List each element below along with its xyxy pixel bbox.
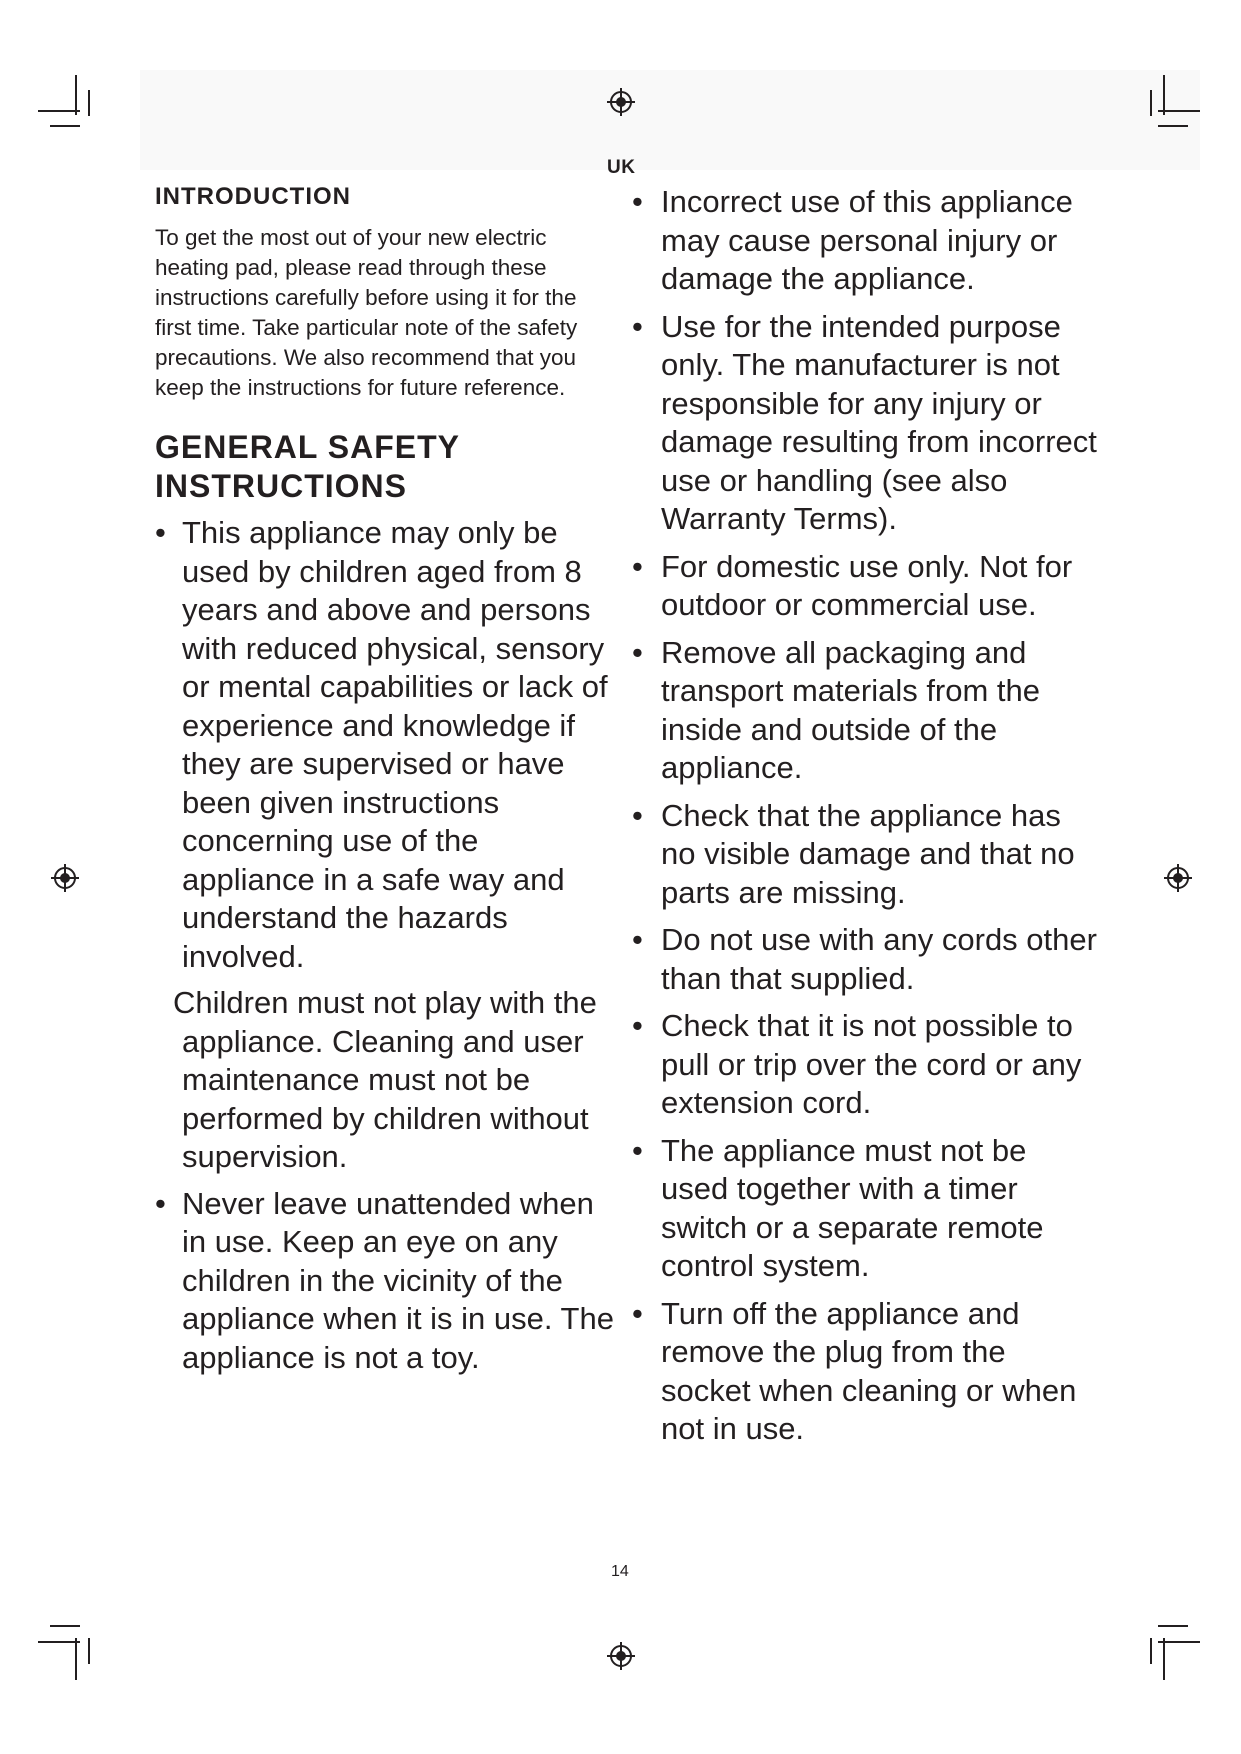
bullet: • — [632, 1295, 643, 1331]
list-item-text: Remove all packaging and transport materials from the inside and outside of the appliance. — [661, 634, 1041, 785]
introduction-heading: INTRODUCTION — [155, 183, 351, 210]
bullet: • — [632, 922, 643, 957]
crop-mark-top-right — [1150, 90, 1152, 116]
bullet: • — [632, 184, 643, 219]
right-column — [632, 183, 1102, 1458]
crop-mark-top-left — [38, 110, 80, 112]
list-item — [632, 1295, 1102, 1449]
crop-mark-top-left — [88, 90, 90, 116]
bullet: • — [632, 1132, 643, 1168]
list-item-text: Never leave unattended when in use. Keep an eye on any children in the vicinity of the appliance when it is in use. The appliance is not a toy. — [182, 1185, 614, 1375]
crop-mark-top-left — [75, 75, 77, 115]
bullet: • — [632, 308, 643, 344]
safety-list-left — [155, 514, 615, 976]
crop-mark-top-right — [1158, 125, 1188, 127]
bullet: • — [632, 634, 643, 670]
bullet: • — [632, 1008, 643, 1043]
list-item — [155, 514, 615, 976]
header-band — [140, 70, 1200, 170]
bullet: • — [155, 1185, 166, 1221]
safety-list-left-continued — [155, 1185, 615, 1378]
list-item-text: Do not use with any cords other than that supplied. — [661, 922, 1097, 996]
crop-mark-bottom-left — [75, 1638, 77, 1680]
bullet: • — [632, 797, 643, 833]
list-item — [632, 183, 1102, 299]
list-item — [632, 1132, 1102, 1286]
registration-mark-icon — [610, 91, 632, 113]
crop-mark-top-left — [50, 125, 80, 127]
list-item-text: Check that the appliance has no visible damage and that no parts are missing. — [661, 797, 1075, 910]
list-item-text: This appliance may only be used by children aged from 8 years and above and persons with reduced physical, sensory or mental capabilities or lack of experience and knowledge if they are supervised or have been given instructions concerning use of the appliance in a safe way and understand the hazards involved. — [182, 515, 608, 974]
crop-mark-bottom-right — [1158, 1625, 1188, 1627]
list-item — [155, 1185, 615, 1378]
safety-instructions-heading: GENERAL SAFETY INSTRUCTIONS — [155, 429, 460, 504]
introduction-text: To get the most out of your new electric heating pad, please read through these instructions carefully before using it for the first time. Take particular note of the safety precautions. We also recommend that you keep the instructions for future reference. — [155, 225, 578, 400]
page-number: 14 — [611, 1563, 629, 1580]
list-item — [632, 921, 1102, 998]
list-item-text: Incorrect use of this appliance may cause personal injury or damage the appliance. — [661, 184, 1073, 296]
list-item — [632, 1007, 1102, 1123]
children-note: Children must not play with the appliance. Cleaning and user maintenance must not be performed by children without supervision. — [173, 985, 597, 1174]
crop-mark-bottom-left — [50, 1625, 80, 1627]
registration-mark-icon — [610, 1645, 632, 1667]
crop-mark-bottom-left — [88, 1638, 90, 1664]
crop-mark-bottom-right — [1163, 1638, 1165, 1680]
list-item — [632, 797, 1102, 913]
crop-mark-bottom-left — [38, 1641, 80, 1643]
language-label: UK — [607, 157, 636, 178]
safety-list-right — [632, 183, 1102, 1449]
bullet: • — [155, 515, 166, 550]
list-item-text: The appliance must not be used together with a timer switch or a separate remote control system. — [661, 1132, 1044, 1283]
list-item — [632, 634, 1102, 788]
list-item-text: Check that it is not possible to pull or trip over the cord or any extension cord. — [661, 1008, 1082, 1120]
registration-mark-icon — [54, 867, 76, 889]
crop-mark-top-right — [1163, 75, 1165, 115]
list-item-text: For domestic use only. Not for outdoor or commercial use. — [661, 548, 1073, 622]
left-column — [155, 183, 615, 1385]
list-item-text: Use for the intended purpose only. The manufacturer is not responsible for any injury or damage resulting from incorrect use or handling (see also Warranty Terms). — [661, 308, 1097, 536]
list-item-text: Turn off the appliance and remove the plug from the socket when cleaning or when not in use. — [661, 1295, 1077, 1446]
bullet: • — [632, 548, 643, 584]
list-item — [632, 548, 1102, 625]
crop-mark-bottom-right — [1150, 1638, 1152, 1664]
registration-mark-icon — [1167, 867, 1189, 889]
list-item — [632, 308, 1102, 539]
